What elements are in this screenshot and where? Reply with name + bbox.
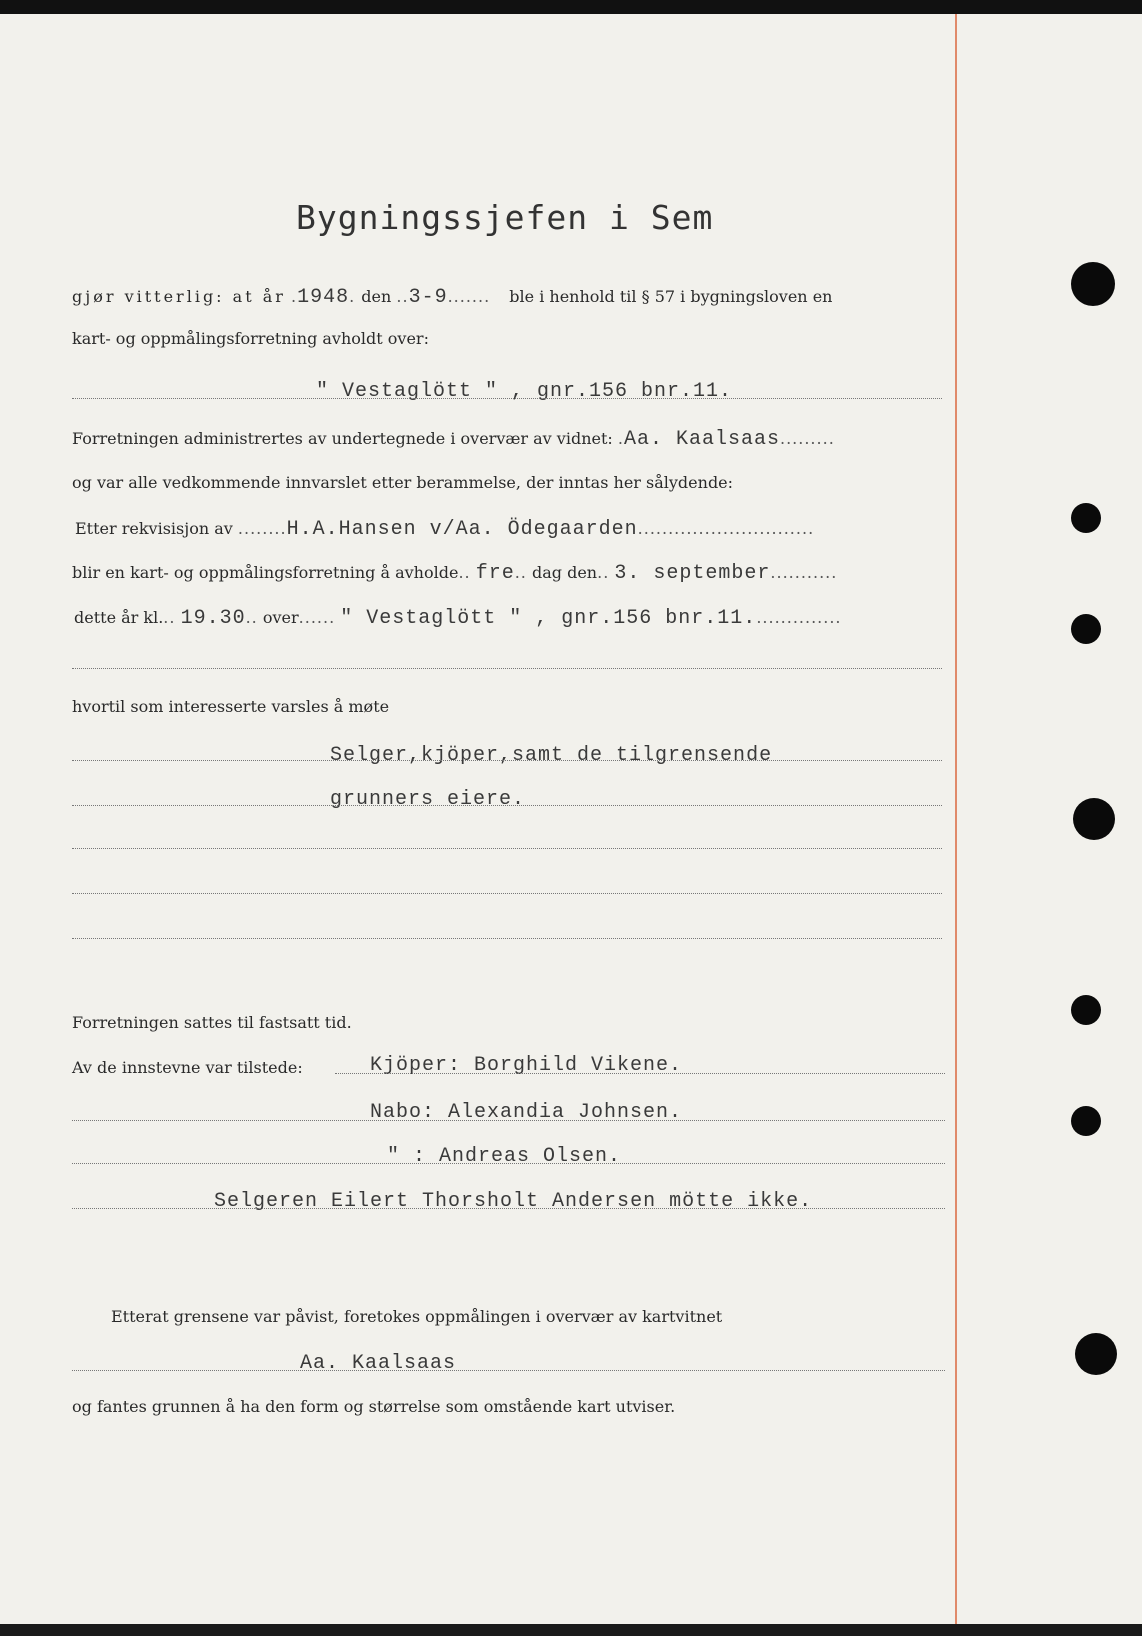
punch-hole <box>1071 262 1115 306</box>
meeting-date: 3. september <box>614 562 771 585</box>
present-rule-4 <box>72 1208 945 1209</box>
blank-rule <box>72 848 942 849</box>
measure-line: Etterat grensene var påvist, foretokes oppmålingen i overvær av kartvitnet <box>111 1307 723 1326</box>
present-rule-2 <box>72 1120 945 1121</box>
punch-hole <box>1071 1106 1101 1136</box>
certify-prefix: gjør vitterlig: at år <box>72 287 286 306</box>
interested-line-2: grunners eiere. <box>330 788 526 811</box>
map-witness-rule <box>72 1370 945 1371</box>
over-label: over <box>262 608 299 627</box>
interested-rule-1 <box>72 760 942 761</box>
punch-hole <box>1071 614 1101 644</box>
fixed-time-line: Forretningen sattes til fastsatt tid. <box>72 1013 352 1032</box>
blank-rule <box>72 938 942 939</box>
date-value: 3-9 <box>408 286 448 309</box>
present-label: Av de innstevne var tilstede: <box>72 1058 303 1077</box>
present-line-4: Selgeren Eilert Thorsholt Andersen mötte ikke. <box>214 1190 813 1213</box>
certify-line: gjør vitterlig: at år .1948. den ..3-9....... ble i henhold til § 57 i bygningsloven en <box>72 286 833 309</box>
present-line-2: Nabo: Alexandia Johnsen. <box>370 1101 683 1124</box>
meeting-line: blir en kart- og oppmålingsforretning å avholde.. fre.. dag den.. 3. september........... <box>72 562 838 585</box>
punch-hole <box>1073 798 1115 840</box>
interested-line-1: Selger,kjöper,samt de tilgrensende <box>330 744 773 767</box>
map-witness: Aa. Kaalsaas <box>300 1352 457 1375</box>
requisition-line: Etter rekvisisjon av ........H.A.Hansen v/Aa. Ödegaarden............................. <box>75 518 815 541</box>
closing-line: og fantes grunnen å ha den form og størrelse som omstående kart utviser. <box>72 1397 676 1416</box>
time-place: " Vestaglött " , gnr.156 bnr.11. <box>340 607 757 630</box>
scan-top-edge <box>0 0 1142 14</box>
blank-rule <box>72 893 942 894</box>
intro-line: kart- og oppmålingsforretning avholdt over: <box>72 329 429 348</box>
punch-hole <box>1071 503 1101 533</box>
present-line-3: " : Andreas Olsen. <box>387 1145 622 1168</box>
certify-suffix: ble i henhold til § 57 i bygningsloven en <box>509 287 833 306</box>
summons-line: og var alle vedkommende innvarslet etter berammelse, der inntas her sålydende: <box>72 473 734 492</box>
punch-hole <box>1075 1333 1117 1375</box>
blank-rule <box>72 668 942 669</box>
property-line: " Vestaglött " , gnr.156 bnr.11. <box>316 380 733 403</box>
meeting-prefix: blir en kart- og oppmålingsforretning å avholde <box>72 563 459 582</box>
year-value: 1948 <box>297 286 350 309</box>
page-title: Bygningssjefen i Sem <box>296 198 714 237</box>
witness-line: Forretningen administrertes av undertegnede i overvær av vidnet: .Aa. Kaalsaas......... <box>72 428 835 451</box>
time-value: 19.30 <box>180 607 246 630</box>
witness-label: Forretningen administrertes av undertegnede i overvær av vidnet: <box>72 429 613 448</box>
meeting-weekday: fre <box>475 562 515 585</box>
scan-bottom-edge <box>0 1624 1142 1636</box>
den-label: den <box>361 287 392 306</box>
interested-label: hvortil som interesserte varsles å møte <box>72 697 390 716</box>
present-rule-3 <box>72 1163 945 1164</box>
interested-rule-2 <box>72 805 942 806</box>
margin-rule <box>955 14 957 1624</box>
time-line: dette år kl... 19.30.. over...... " Vestaglött " , gnr.156 bnr.11............... <box>74 607 842 630</box>
punch-hole <box>1071 995 1101 1025</box>
document-page <box>0 14 1142 1624</box>
property-rule <box>72 398 942 399</box>
present-rule-1 <box>335 1073 945 1074</box>
requisition-label: Etter rekvisisjon av <box>75 519 233 538</box>
witness-value: Aa. Kaalsaas <box>623 428 780 451</box>
present-line-1: Kjöper: Borghild Vikene. <box>370 1054 683 1077</box>
time-prefix: dette år kl. <box>74 608 164 627</box>
requisition-value: H.A.Hansen v/Aa. Ödegaarden <box>286 518 638 541</box>
meeting-day-label: dag den <box>531 563 598 582</box>
